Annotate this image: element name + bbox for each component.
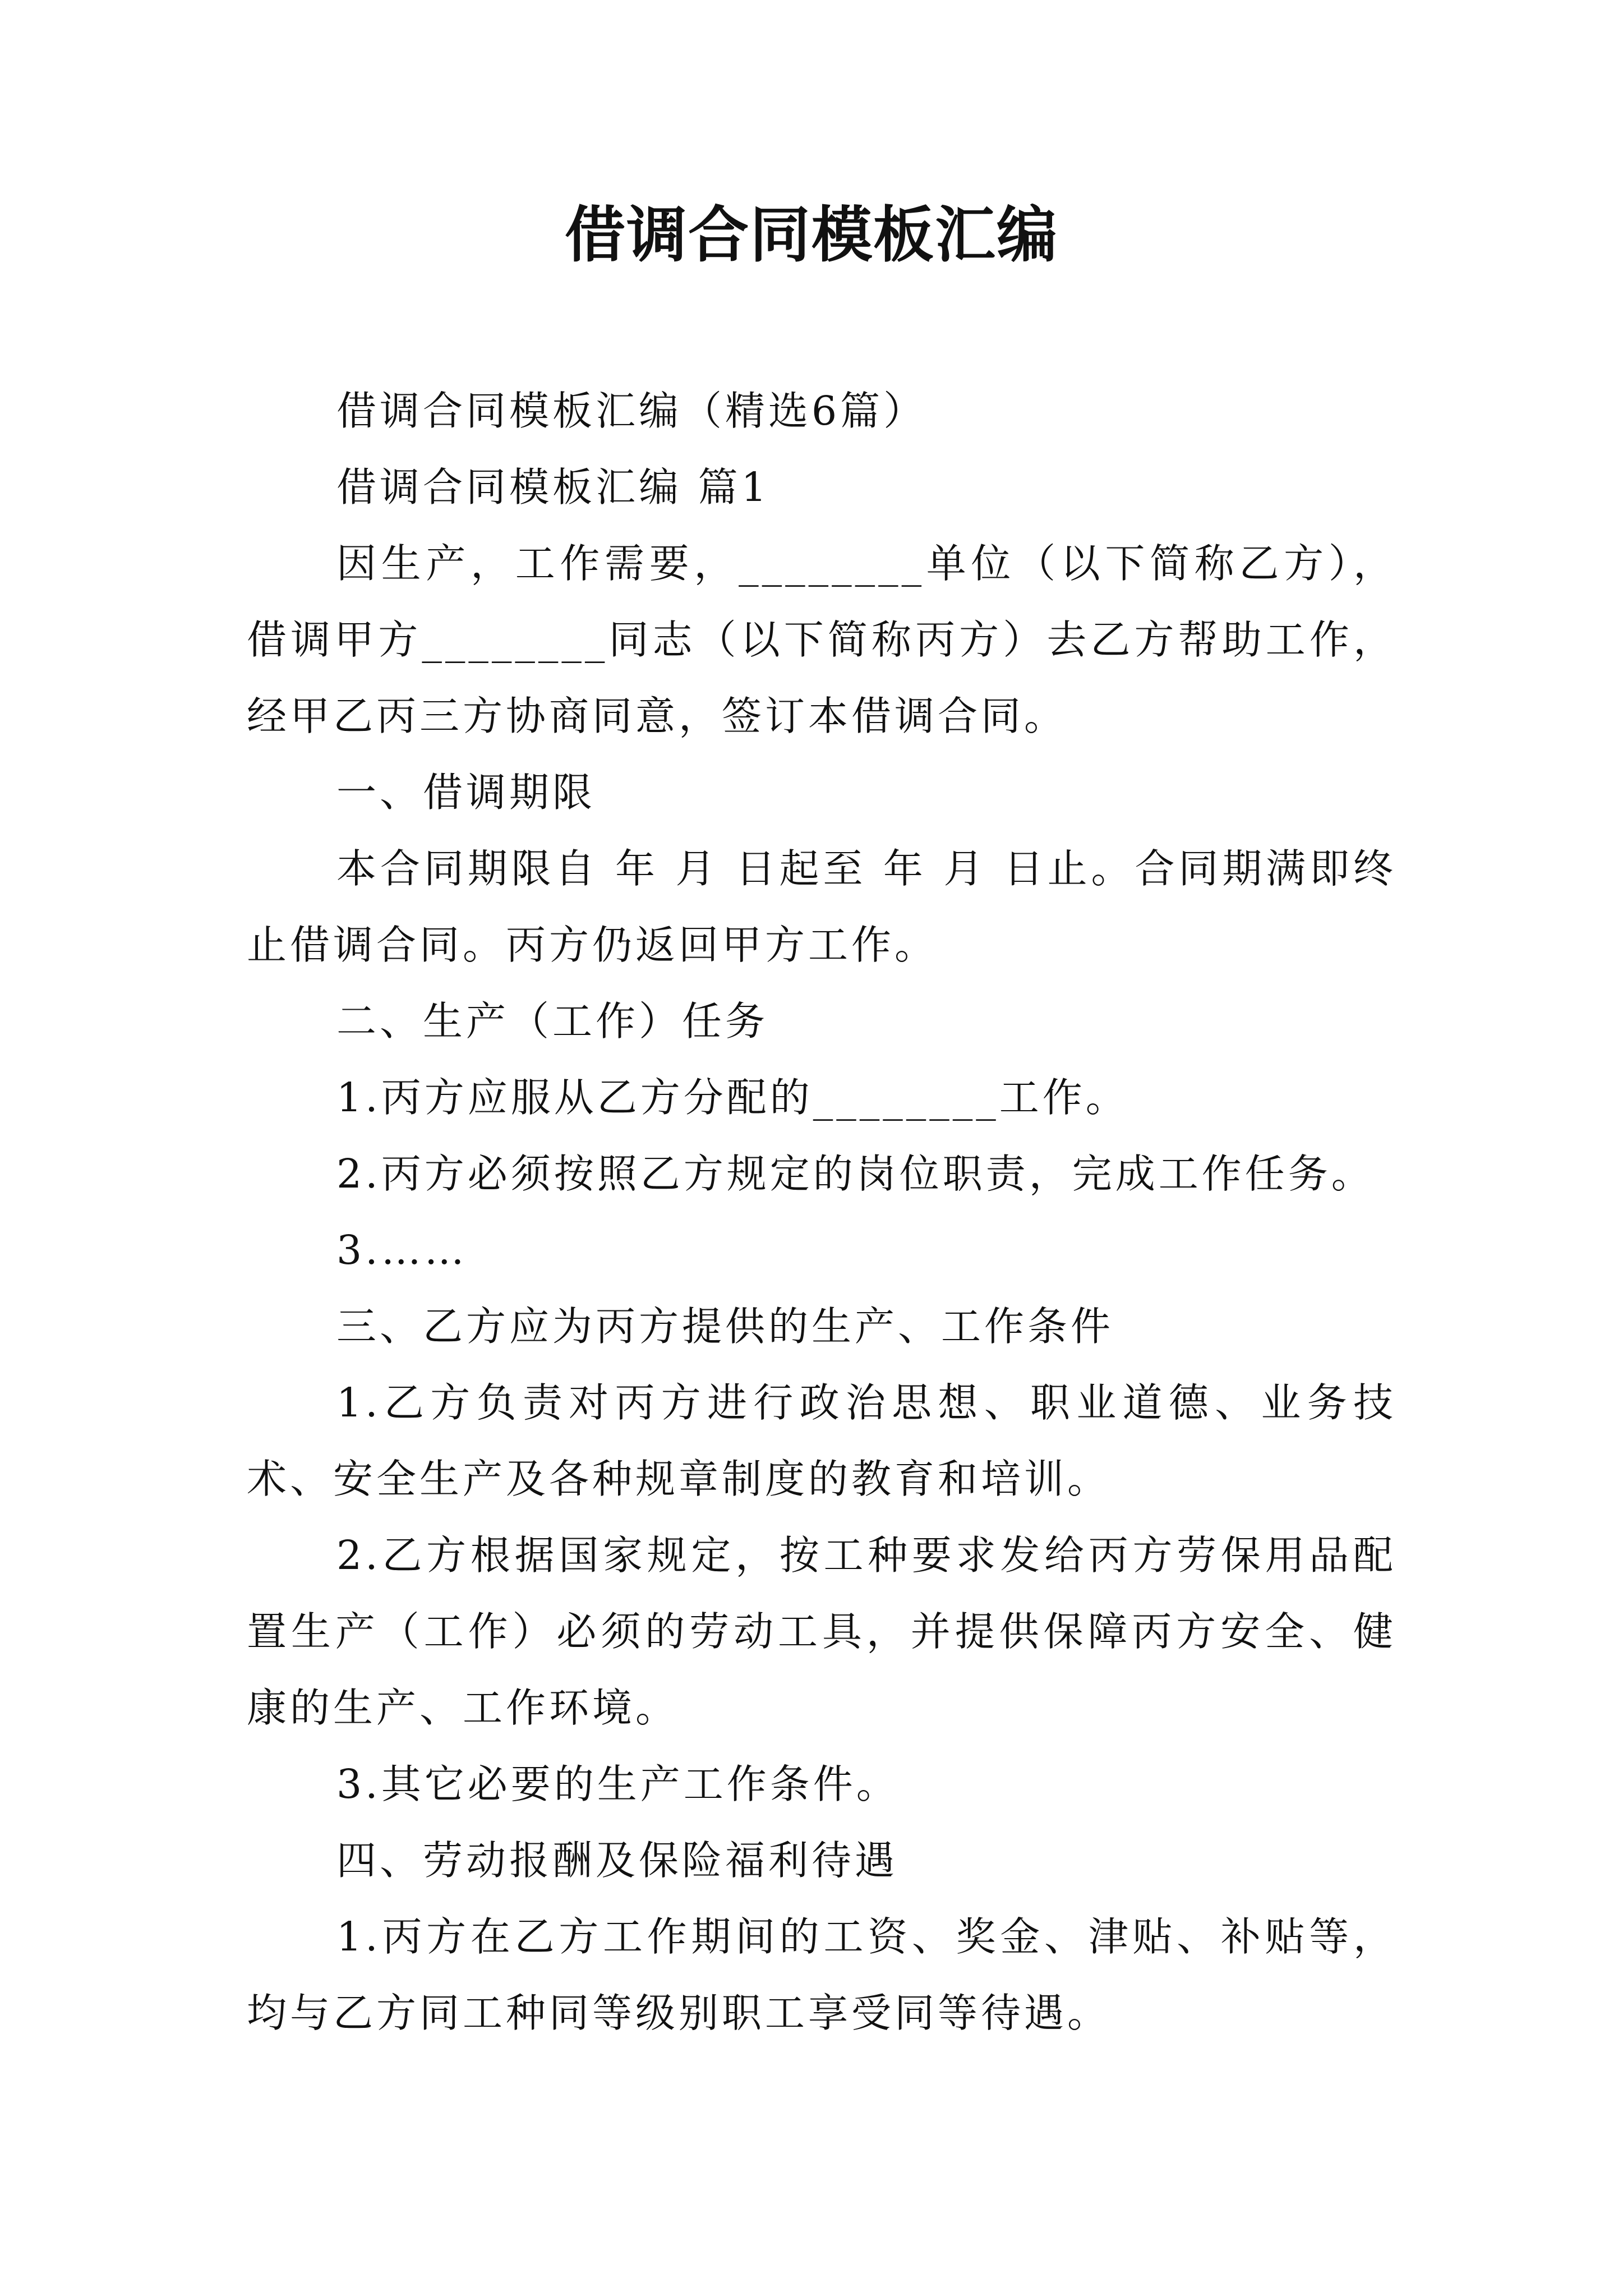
intro-paragraph: 因生产，工作需要，________单位（以下简称乙方），借调甲方________同志（以下简称丙方）去乙方帮助工作，经甲乙丙三方协商同意，签订本借调合同。 — [247, 540, 1396, 739]
conditions-item-1: 1.乙方负责对丙方进行政治思想、职业道德、业务技术、安全生产及各种规章制度的教育和培训。 — [247, 1379, 1396, 1502]
heading-term: 一、借调期限 — [336, 769, 596, 816]
tasks-item-3: 3.…… — [336, 1227, 468, 1273]
conditions-item-2: 2.乙方根据国家规定，按工种要求发给丙方劳保用品配置生产（工作）必须的劳动工具，并提供保障丙方安全、健康的生产、工作环境。 — [247, 1532, 1396, 1731]
document-title: 借调合同模板汇编 — [564, 200, 1058, 270]
heading-tasks: 二、生产（工作）任务 — [336, 998, 769, 1045]
remuneration-item-1: 1.丙方在乙方工作期间的工资、奖金、津贴、补贴等，均与乙方同工种同等级别职工享受同等待遇。 — [247, 1913, 1396, 2036]
heading-remuneration: 四、劳动报酬及保险福利待遇 — [336, 1837, 898, 1884]
document-body — [247, 373, 1396, 2051]
term-paragraph: 本合同期限自 年 月 日起至 年 月 日止。合同期满即终止借调合同。丙方仍返回甲方工作。 — [247, 845, 1396, 968]
tasks-item-2: 2.丙方必须按照乙方规定的岗位职责，完成工作任务。 — [336, 1151, 1375, 1197]
heading-conditions: 三、乙方应为丙方提供的生产、工作条件 — [336, 1303, 1114, 1350]
section-heading-part1: 借调合同模板汇编 篇1 — [336, 464, 770, 510]
tasks-item-1: 1.丙方应服从乙方分配的________工作。 — [336, 1074, 1129, 1121]
conditions-item-3: 3.其它必要的生产工作条件。 — [336, 1761, 900, 1807]
subtitle-paragraph: 借调合同模板汇编（精选6篇） — [336, 388, 927, 434]
